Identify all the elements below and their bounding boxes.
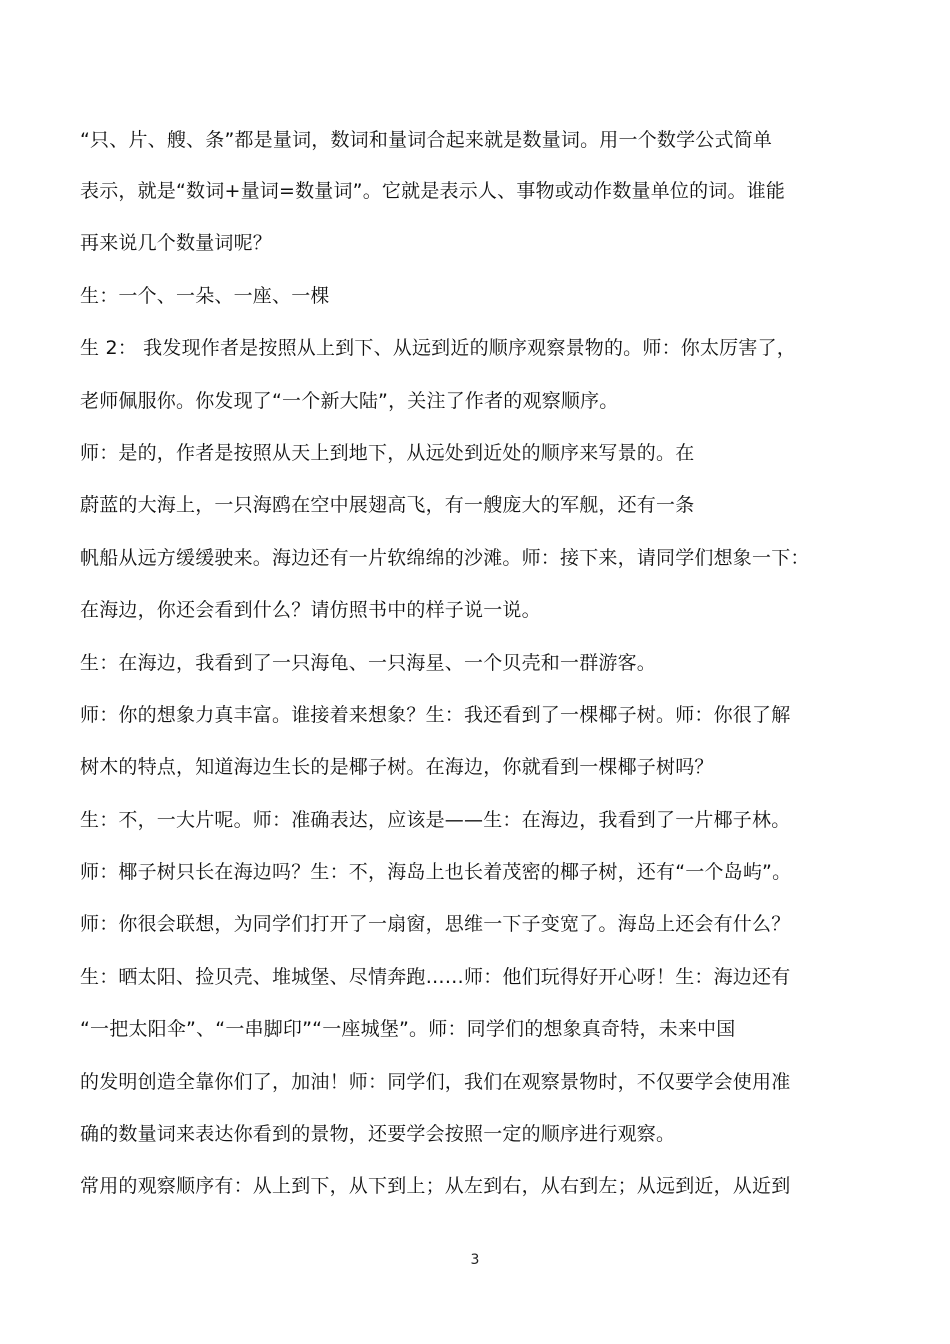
text-line: “只、片、艘、条”都是量词，数词和量词合起来就是数量词。用一个数学公式简单 [80,129,773,151]
text-line: 在海边，你还会看到什么？请仿照书中的样子说一说。 [80,599,541,622]
text-line: 表示，就是“数词+量词=数量词”。它就是表示人、事物或动作数量单位的词。谁能 [80,180,786,202]
text-line: 师：你很会联想，为同学们打开了一扇窗，思维一下子变宽了。海岛上还会有什么？ [80,913,791,936]
text-line: 师：你的想象力真丰富。谁接着来想象？生：我还看到了一棵椰子树。师：你很了解 [80,703,791,726]
text-line: 生：晒太阳、捡贝壳、堆城堡、尽情奔跑……师：他们玩得好开心呀！生：海边还有 [80,965,791,988]
text-line: 蔚蓝的大海上，一只海鸥在空中展翅高飞，有一艘庞大的军舰，还有一条 [80,494,695,517]
text-line: 树木的特点，知道海边生长的是椰子树。在海边，你就看到一棵椰子树吗？ [80,756,714,779]
text-line: 的发明创造全靠你们了，加油！师：同学们，我们在观察景物时，不仅要学会使用准 [80,1070,791,1093]
text-line: 生：在海边，我看到了一只海龟、一只海星、一个贝壳和一群游客。 [80,651,657,674]
text-line: 老师佩服你。你发现了“一个新大陆”，关注了作者的观察顺序。 [80,389,619,412]
text-line: 师：椰子树只长在海边吗？生：不，海岛上也长着茂密的椰子树，还有“一个岛屿”。 [80,861,792,884]
text-line: 生：不，一大片呢。师：准确表达，应该是——生：在海边，我看到了一片椰子林。 [80,808,791,831]
document-body [80,122,880,1221]
text-line: 生：一个、一朵、一座、一棵 [80,284,330,307]
text-line: 师：是的，作者是按照从天上到地下，从远处到近处的顺序来写景的。在 [80,441,695,464]
text-line: 生 2： 我发现作者是按照从上到下、从远到近的顺序观察景物的。师：你太厉害了， [80,337,796,360]
text-line: 帆船从远方缓缓驶来。海边还有一片软绵绵的沙滩。师：接下来，请同学们想象一下： [80,546,810,569]
text-line: 再来说几个数量词呢？ [80,232,273,255]
page-number: 3 [470,1252,480,1268]
text-line: “一把太阳伞”、“一串脚印”“一座城堡”。师：同学们的想象真奇特，未来中国 [80,1018,736,1041]
text-line: 确的数量词来表达你看到的景物，还要学会按照一定的顺序进行观察。 [80,1123,676,1146]
text-line: 常用的观察顺序有：从上到下，从下到上；从左到右，从右到左；从远到近，从近到 [80,1175,791,1198]
